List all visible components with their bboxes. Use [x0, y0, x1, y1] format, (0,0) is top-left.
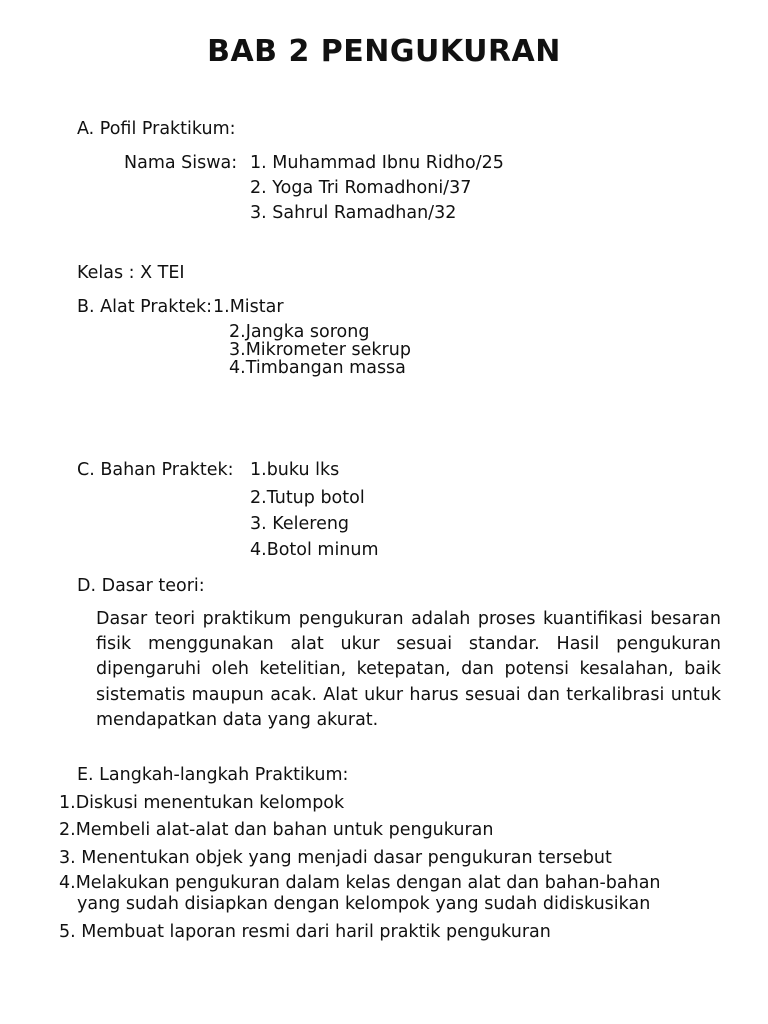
- tool-item: 3.Mikrometer sekrup: [229, 340, 411, 360]
- step-item: 1.Diskusi menentukan kelompok: [59, 793, 345, 813]
- section-d-heading: D. Dasar teori:: [77, 576, 205, 596]
- section-a-heading: A. Pofil Praktikum:: [77, 119, 236, 139]
- student-item: 1. Muhammad Ibnu Ridho/25: [250, 153, 504, 173]
- step-item: 2.Membeli alat-alat dan bahan untuk pengukuran: [59, 820, 494, 840]
- step-item-continuation: yang sudah disiapkan dengan kelompok yang sudah didiskusikan: [77, 894, 651, 914]
- student-item: 2. Yoga Tri Romadhoni/37: [250, 178, 472, 198]
- material-item: 4.Botol minum: [250, 540, 379, 560]
- page-title: BAB 2 PENGUKURAN: [207, 34, 561, 69]
- students-label: Nama Siswa:: [124, 153, 238, 173]
- material-item: 3. Kelereng: [250, 514, 350, 534]
- student-item: 3. Sahrul Ramadhan/32: [250, 203, 457, 223]
- material-item: 2.Tutup botol: [250, 488, 365, 508]
- section-c-heading: C. Bahan Praktek:: [77, 460, 234, 480]
- kelas-line: Kelas : X TEI: [77, 263, 185, 283]
- tool-item: 1.Mistar: [213, 297, 284, 317]
- step-item: 4.Melakukan pengukuran dalam kelas dengan alat dan bahan-bahan: [59, 873, 661, 893]
- tool-item: 2.Jangka sorong: [229, 322, 370, 342]
- step-item: 5. Membuat laporan resmi dari haril praktik pengukuran: [59, 922, 551, 942]
- tool-item: 4.Timbangan massa: [229, 358, 406, 378]
- theory-paragraph: Dasar teori praktikum pengukuran adalah proses kuantifikasi besaran fisik menggunakan alat ukur sesuai standar. Hasil pengukuran dipengaruhi oleh ketelitian, ketepatan, dan potensi kesalahan, baik sistematis maupun acak. Alat ukur harus sesuai dan terkalibrasi untuk mendapatkan data yang akurat.: [96, 609, 721, 730]
- material-item: 1.buku lks: [250, 460, 340, 480]
- section-b-heading: B. Alat Praktek:: [77, 297, 213, 317]
- step-item: 3. Menentukan objek yang menjadi dasar pengukuran tersebut: [59, 848, 612, 868]
- section-e-heading: E. Langkah-langkah Praktikum:: [77, 765, 349, 785]
